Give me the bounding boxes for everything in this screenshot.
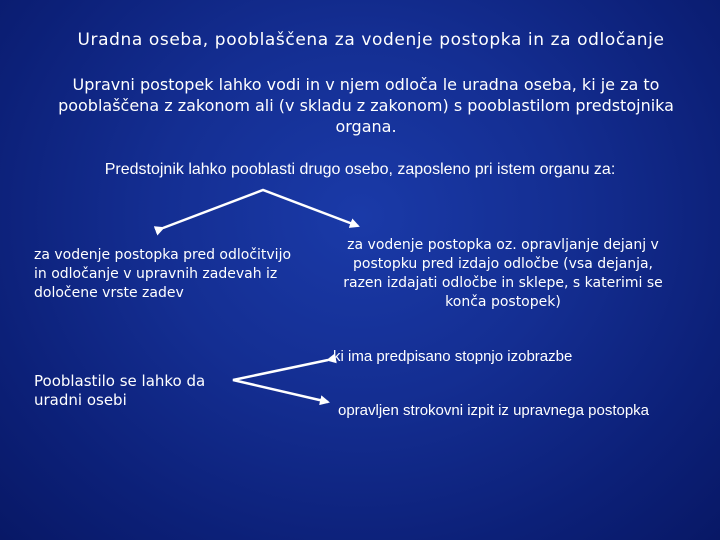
branch-arrows-top <box>163 190 358 228</box>
lead-statement: Predstojnik lahko pooblasti drugo osebo, zaposleno pri istem organu za: <box>104 161 616 178</box>
condition-exam: opravljen strokovni izpit iz upravnega postopka <box>338 402 650 419</box>
condition-education: ki ima predpisano stopnjo izobrazbe <box>333 348 573 365</box>
option-right-text: za vodenje postopka oz. opravljanje dejanj v postopku pred izdajo odločbe (vsa dejanja, razen izdajati odločbe in sklepe, s katerimi se konča postopek) <box>343 237 663 310</box>
slide-title: Uradna oseba, pooblaščena za vodenje postopka in za odločanje <box>77 30 665 50</box>
option-left-text: za vodenje postopka pred odločitvijo in odločanje v upravnih zadevah iz določene vrste zadev <box>34 247 292 301</box>
branch-arrows-bottom <box>233 360 328 402</box>
intro-paragraph: Upravni postopek lahko vodi in v njem odloča le uradna oseba, ki je za to pooblaščena z zakonom ali (v skladu z zakonom) s pooblastilom predstojnika organa. <box>58 75 674 136</box>
delegation-text: Pooblastilo se lahko da uradni osebi <box>34 372 206 409</box>
